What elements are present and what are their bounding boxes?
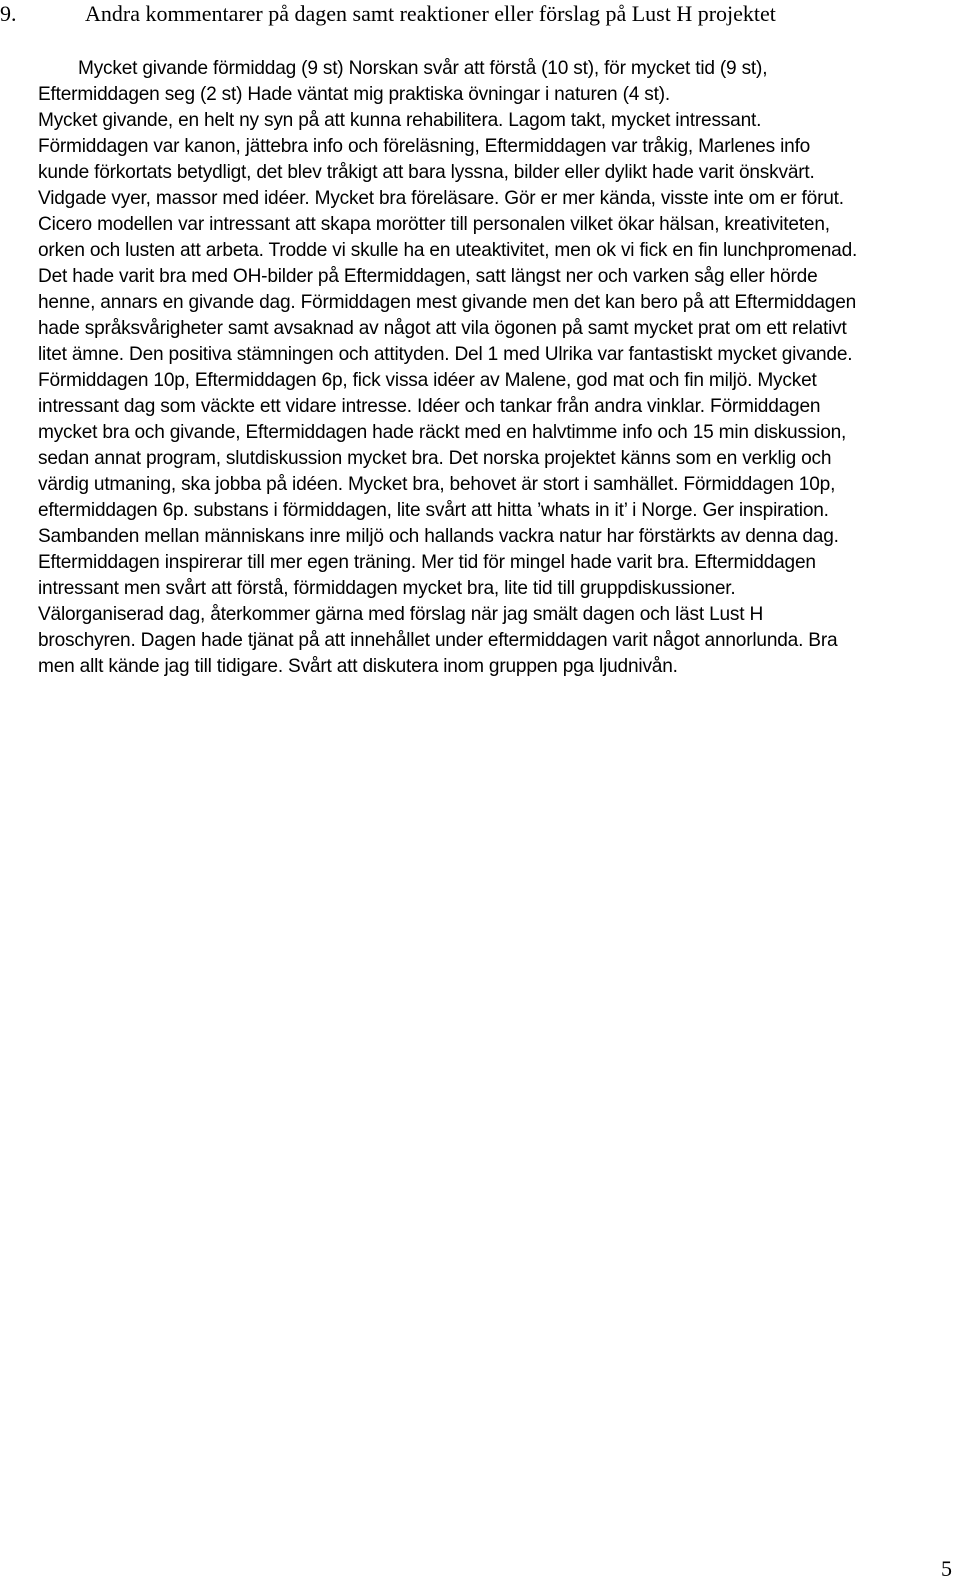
comment-line: Cicero modellen var intressant att skapa morötter till personalen vilket ökar hälsan, kreativiteten, — [38, 214, 830, 235]
comment-line: Mycket givande förmiddag (9 st) Norskan svår att förstå (10 st), för mycket tid (9 st), — [78, 58, 768, 79]
comment-line: Eftermiddagen seg (2 st) Hade väntat mig praktiska övningar i naturen (4 st). — [38, 84, 670, 105]
comment-line: orken och lusten att arbeta. Trodde vi skulle ha en uteaktivitet, men ok vi fick en fin lunchpromenad. — [38, 240, 858, 261]
comment-line: hade språksvårigheter samt avsaknad av något att vila ögonen på samt mycket prat om ett relativt — [38, 318, 847, 339]
comment-line: intressant dag som väckte ett vidare intresse. Idéer och tankar från andra vinklar. Förmiddagen — [38, 396, 821, 417]
comments-paragraph — [38, 56, 958, 680]
comment-line: litet ämne. Den positiva stämningen och attityden. Del 1 med Ulrika var fantastiskt mycket givande. — [38, 344, 853, 365]
comment-line: intressant men svårt att förstå, förmiddagen mycket bra, lite tid till gruppdiskussioner. — [38, 578, 736, 599]
comment-line: Det hade varit bra med OH-bilder på Eftermiddagen, satt längst ner och varken såg eller hörde — [38, 266, 818, 287]
comment-line: Sambanden mellan människans inre miljö och hallands vackra natur har förstärkts av denna dag. — [38, 526, 839, 547]
section-title: Andra kommentarer på dagen samt reaktioner eller förslag på Lust H projektet — [85, 1, 776, 26]
comment-line: sedan annat program, slutdiskussion mycket bra. Det norska projektet känns som en verklig och — [38, 448, 832, 469]
comment-line: Mycket givande, en helt ny syn på att kunna rehabilitera. Lagom takt, mycket intressant. — [38, 110, 762, 131]
comment-line: Förmiddagen var kanon, jättebra info och föreläsning, Eftermiddagen var tråkig, Marlenes info — [38, 136, 811, 157]
comment-line: Vidgade vyer, massor med idéer. Mycket bra föreläsare. Gör er mer kända, visste inte om er förut. — [38, 188, 844, 209]
comment-line: Välorganiserad dag, återkommer gärna med förslag när jag smält dagen och läst Lust H — [38, 604, 764, 625]
section-number: 9. — [0, 1, 17, 26]
comment-line: eftermiddagen 6p. substans i förmiddagen, lite svårt att hitta ’whats in it’ i Norge. Ger inspiration. — [38, 500, 829, 521]
comment-line: Förmiddagen 10p, Eftermiddagen 6p, fick vissa idéer av Malene, god mat och fin miljö. Mycket — [38, 370, 817, 391]
page-number: 5 — [941, 1556, 952, 1581]
comment-line: kunde förkortats betydligt, det blev tråkigt att bara lyssna, bilder eller dylikt hade varit önskvärt. — [38, 162, 815, 183]
comment-line: men allt kände jag till tidigare. Svårt att diskutera inom gruppen pga ljudnivån. — [38, 656, 678, 677]
section-heading — [0, 0, 776, 28]
comment-line: broschyren. Dagen hade tjänat på att innehållet under eftermiddagen varit något annorlunda. Bra — [38, 630, 838, 651]
comment-line: Eftermiddagen inspirerar till mer egen träning. Mer tid för mingel hade varit bra. Eftermiddagen — [38, 552, 816, 573]
comment-line: henne, annars en givande dag. Förmiddagen mest givande men det kan bero på att Eftermiddagen — [38, 292, 857, 313]
comment-line: mycket bra och givande, Eftermiddagen hade räckt med en halvtimme info och 15 min diskussion, — [38, 422, 847, 443]
comment-line: värdig utmaning, ska jobba på idéen. Mycket bra, behovet är stort i samhället. Förmiddagen 10p, — [38, 474, 836, 495]
